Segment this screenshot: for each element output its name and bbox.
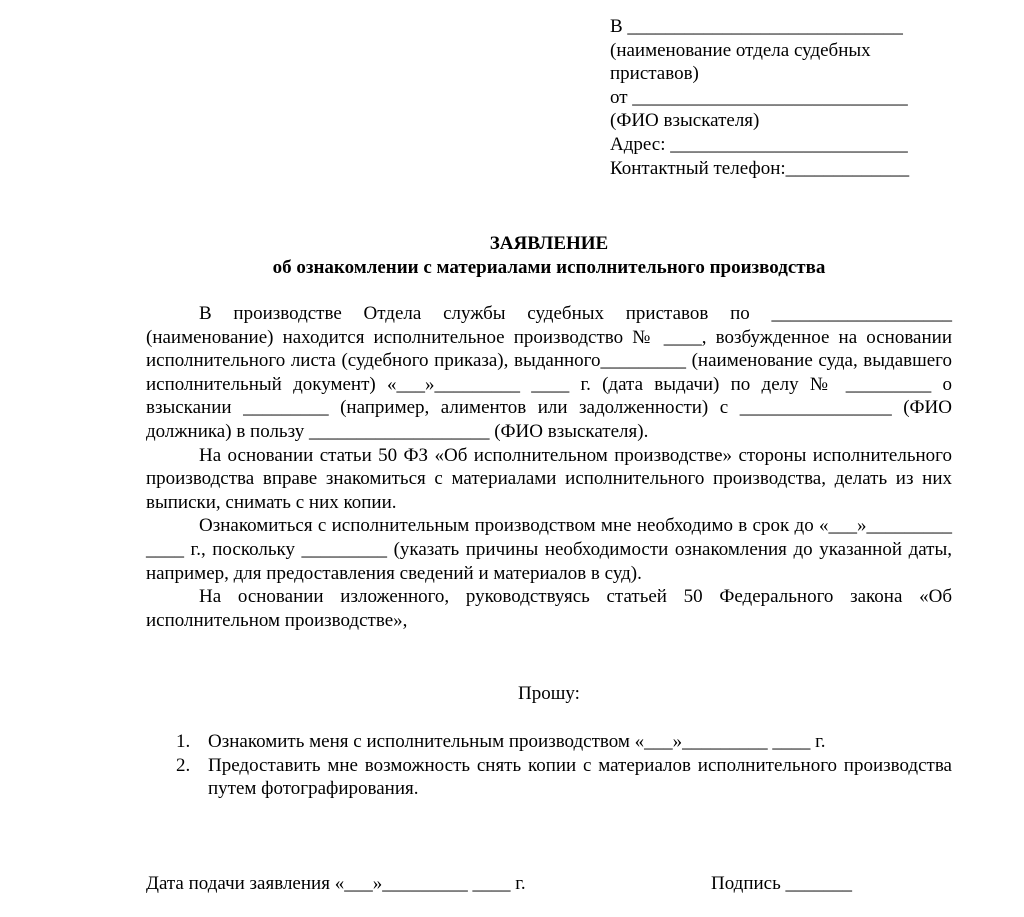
header-department-hint-cont: приставов): [610, 63, 699, 85]
list-item-text: Ознакомить меня с исполнительным производством «___»_________ ____ г.: [208, 731, 826, 752]
list-item-number: 2.: [176, 754, 191, 776]
request-list: [146, 730, 952, 801]
header-to-line: В _____________________________: [610, 16, 903, 37]
document-title: [146, 232, 952, 280]
list-item: [146, 730, 952, 754]
header-department-hint: (наименование отдела судебных: [610, 39, 871, 61]
paragraph-deadline: Ознакомиться с исполнительным производством мне необходимо в срок до «___»_________ ____ г., поскольку _________ (указать причины необходимости ознакомления до указанной даты, например, для предоставления сведений и материалов в суд).: [146, 515, 952, 584]
list-item-text: Предоставить мне возможность снять копии с материалов исполнительного производства путем фотографирования.: [208, 754, 952, 800]
paragraph-proceeding: В производстве Отдела службы судебных приставов по ___________________ (наименование) находится исполнительное производство № ____, возбужденное на основании исполнительного листа (судебного приказа), выданного_________ (наименование суда, выдавшего исполнительный документ) «___»_________ ____ г. (дата выдачи) по делу № _________ о взыскании _________ (например, алиментов или задолженности) с ________________ (ФИО должника) в пользу ___________________ (ФИО взыскателя).: [146, 303, 952, 442]
title-subtitle: об ознакомлении с материалами исполнительного производства: [272, 257, 826, 278]
header-claimant-hint: (ФИО взыскателя): [610, 110, 760, 132]
paragraph-law-basis: На основании статьи 50 ФЗ «Об исполнительном производстве» стороны исполнительного производства вправе знакомиться с материалами исполнительного производства, делать из них выписки, снимать с них копии.: [146, 444, 952, 513]
paragraph-conclusion: На основании изложенного, руководствуясь статьей 50 Федерального закона «Об исполнительном производстве»,: [146, 586, 952, 631]
addressee-block: [610, 15, 950, 180]
header-phone-line: Контактный телефон:_____________: [610, 157, 910, 179]
header-address-line: Адрес: _________________________: [610, 133, 908, 155]
signature-line: Подпись _______: [711, 873, 853, 894]
request-heading: Прошу:: [518, 683, 580, 704]
list-item: [146, 754, 952, 801]
title-main: ЗАЯВЛЕНИЕ: [489, 233, 609, 254]
submission-date: Дата подачи заявления «___»_________ ____ г.: [146, 873, 526, 894]
header-from-line: от _____________________________: [610, 86, 908, 108]
list-item-number: 1.: [176, 731, 191, 752]
document-body: [146, 302, 952, 632]
